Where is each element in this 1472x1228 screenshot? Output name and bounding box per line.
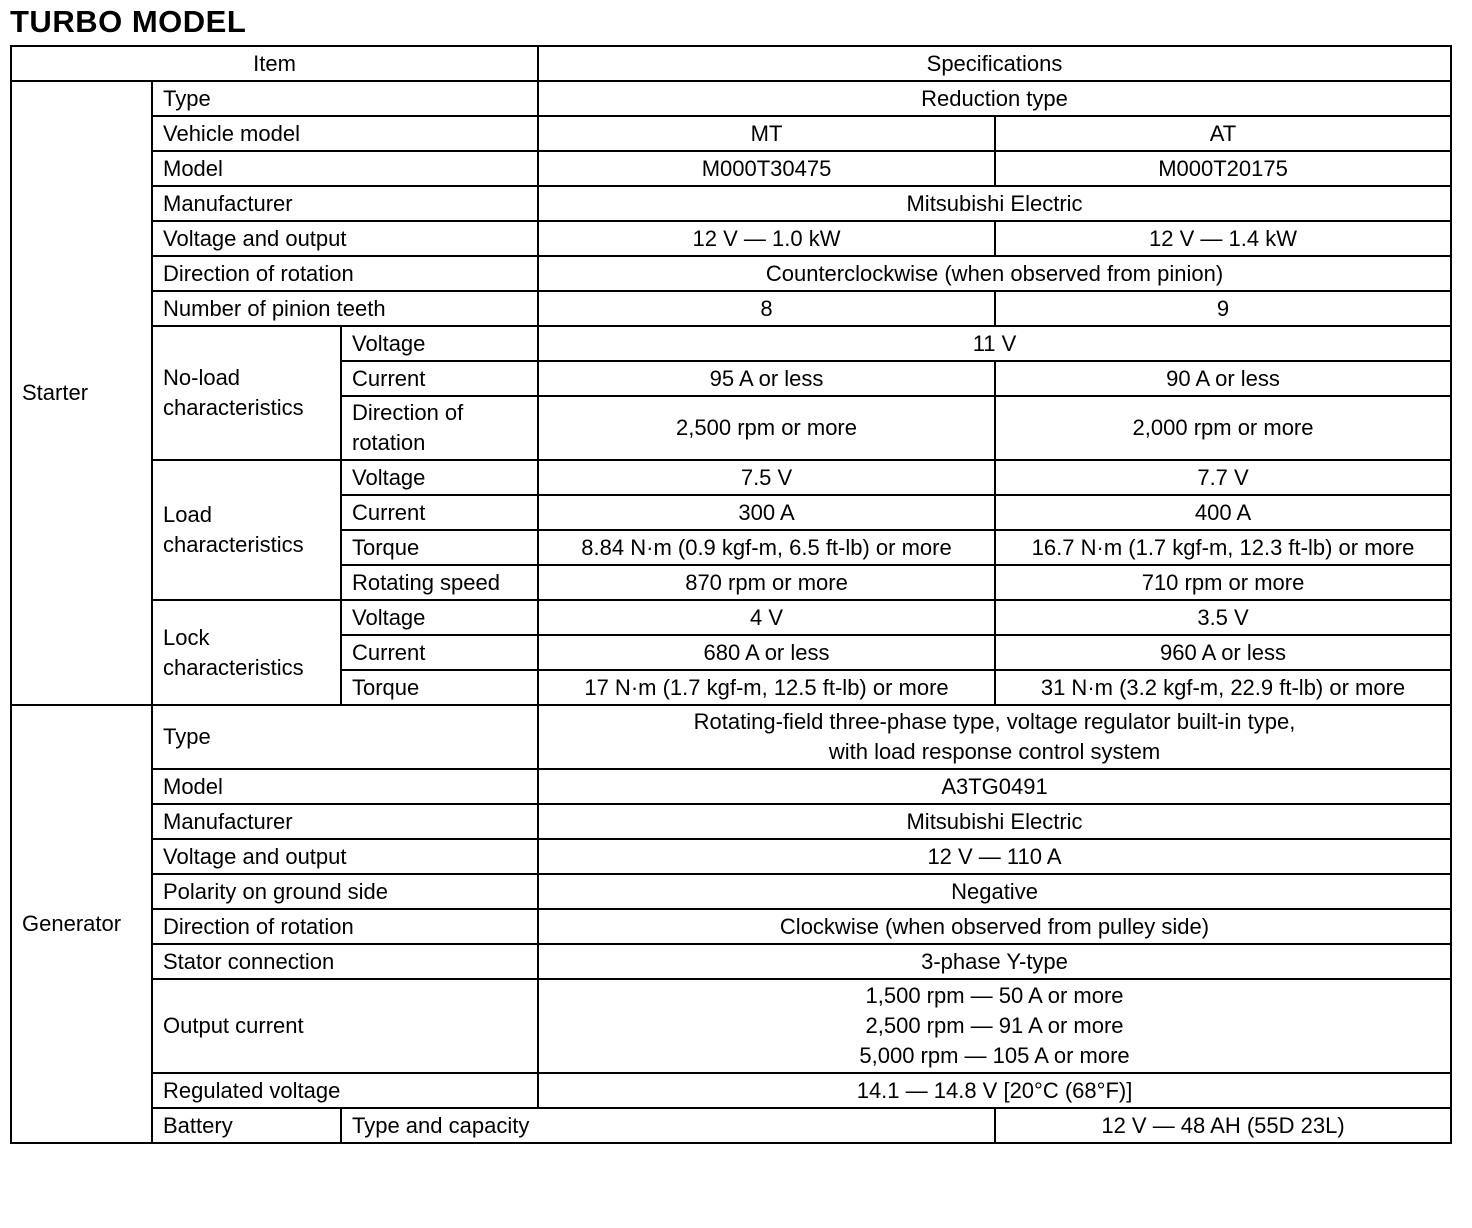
cell-value xyxy=(538,705,1451,769)
row-label: Regulated voltage xyxy=(152,1073,538,1108)
cell-at: AT xyxy=(995,116,1451,151)
cell-value: 3-phase Y-type xyxy=(538,944,1451,979)
sub-label: Voltage xyxy=(341,600,538,635)
table-row xyxy=(11,874,1451,909)
spec-table xyxy=(10,45,1452,1144)
cell-value xyxy=(538,979,1451,1073)
page-title: TURBO MODEL xyxy=(10,4,247,39)
type-line-1: Rotating-field three-phase type, voltage regulator built-in type, xyxy=(693,709,1296,734)
cell-at: 2,000 rpm or more xyxy=(995,396,1451,460)
sub-label: Rotating speed xyxy=(341,565,538,600)
table-row xyxy=(11,81,1451,116)
cell-mt: 95 A or less xyxy=(538,361,995,396)
table-row xyxy=(11,460,1451,495)
cell-mt: 2,500 rpm or more xyxy=(538,396,995,460)
group-no-load: No-load characteristics xyxy=(152,326,341,460)
row-label: Vehicle model xyxy=(152,116,538,151)
row-label: Model xyxy=(152,769,538,804)
table-row xyxy=(11,1073,1451,1108)
cell-mt: 8 xyxy=(538,291,995,326)
row-label: Polarity on ground side xyxy=(152,874,538,909)
cell-mt: 12 V — 48 AH (55D 23L) xyxy=(995,1108,1451,1143)
cell-at: M000T20175 xyxy=(995,151,1451,186)
cell-value: 11 V xyxy=(538,326,1451,361)
section-starter: Starter xyxy=(11,81,152,705)
table-row xyxy=(11,979,1451,1073)
cell-at: 12 V — 1.4 kW xyxy=(995,221,1451,256)
cell-mt: 17 N·m (1.7 kgf-m, 12.5 ft-lb) or more xyxy=(538,670,995,705)
row-label: Direction of rotation xyxy=(152,909,538,944)
cell-mt: 870 rpm or more xyxy=(538,565,995,600)
cell-mt: 7.5 V xyxy=(538,460,995,495)
sub-label: Current xyxy=(341,495,538,530)
sub-label: Direction of rotation xyxy=(341,396,538,460)
group-load: Load characteristics xyxy=(152,460,341,600)
cell-mt: 680 A or less xyxy=(538,635,995,670)
table-row xyxy=(11,291,1451,326)
table-row xyxy=(11,186,1451,221)
table-row xyxy=(11,221,1451,256)
cell-at: 9 xyxy=(995,291,1451,326)
sub-label: Voltage xyxy=(341,326,538,361)
table-row xyxy=(11,705,1451,769)
row-label: Direction of rotation xyxy=(152,256,538,291)
sub-label: Current xyxy=(341,361,538,396)
table-row xyxy=(11,804,1451,839)
row-label: Model xyxy=(152,151,538,186)
cell-value: 14.1 — 14.8 V [20°C (68°F)] xyxy=(538,1073,1451,1108)
table-row xyxy=(11,326,1451,361)
sub-label: Torque xyxy=(341,530,538,565)
table-row xyxy=(11,256,1451,291)
output-line-1: 1,500 rpm — 50 A or more xyxy=(865,983,1124,1008)
cell-at: 710 rpm or more xyxy=(995,565,1451,600)
header-item: Item xyxy=(11,46,538,81)
table-row xyxy=(11,944,1451,979)
row-label: Voltage and output xyxy=(152,221,538,256)
table-row xyxy=(11,769,1451,804)
table-row xyxy=(11,909,1451,944)
cell-mt: 4 V xyxy=(538,600,995,635)
cell-value: Mitsubishi Electric xyxy=(538,804,1451,839)
cell-mt: MT xyxy=(538,116,995,151)
cell-mt: 12 V — 1.0 kW xyxy=(538,221,995,256)
section-battery: Battery xyxy=(152,1108,341,1143)
row-label: Stator connection xyxy=(152,944,538,979)
sub-label: Current xyxy=(341,635,538,670)
cell-at: 3.5 V xyxy=(995,600,1451,635)
row-label: Type and capacity xyxy=(341,1108,995,1143)
row-label: Manufacturer xyxy=(152,804,538,839)
type-line-2: with load response control system xyxy=(828,739,1161,764)
sub-label: Voltage xyxy=(341,460,538,495)
cell-at: 31 N·m (3.2 kgf-m, 22.9 ft-lb) or more xyxy=(995,670,1451,705)
group-lock: Lock characteristics xyxy=(152,600,341,705)
cell-at: 7.7 V xyxy=(995,460,1451,495)
cell-at: 16.7 N·m (1.7 kgf-m, 12.3 ft-lb) or more xyxy=(995,530,1451,565)
cell-mt: 300 A xyxy=(538,495,995,530)
cell-value: Negative xyxy=(538,874,1451,909)
table-row xyxy=(11,116,1451,151)
header-specifications: Specifications xyxy=(538,46,1451,81)
table-row xyxy=(11,1108,1451,1143)
cell-mt: 8.84 N·m (0.9 kgf-m, 6.5 ft-lb) or more xyxy=(538,530,995,565)
section-generator: Generator xyxy=(11,705,152,1143)
row-label: Number of pinion teeth xyxy=(152,291,538,326)
table-header-row xyxy=(11,46,1451,81)
table-row xyxy=(11,839,1451,874)
cell-value: Counterclockwise (when observed from pinion) xyxy=(538,256,1451,291)
sub-label: Torque xyxy=(341,670,538,705)
cell-value: A3TG0491 xyxy=(538,769,1451,804)
output-line-3: 5,000 rpm — 105 A or more xyxy=(859,1043,1130,1068)
cell-at: 400 A xyxy=(995,495,1451,530)
cell-value: Reduction type xyxy=(538,81,1451,116)
cell-at: 960 A or less xyxy=(995,635,1451,670)
cell-at: 90 A or less xyxy=(995,361,1451,396)
output-line-2: 2,500 rpm — 91 A or more xyxy=(865,1013,1124,1038)
row-label: Manufacturer xyxy=(152,186,538,221)
table-row xyxy=(11,600,1451,635)
row-label: Type xyxy=(152,705,538,769)
table-row xyxy=(11,151,1451,186)
row-label: Voltage and output xyxy=(152,839,538,874)
cell-value: Clockwise (when observed from pulley side) xyxy=(538,909,1451,944)
cell-mt: M000T30475 xyxy=(538,151,995,186)
row-label: Type xyxy=(152,81,538,116)
row-label: Output current xyxy=(152,979,538,1073)
cell-value: Mitsubishi Electric xyxy=(538,186,1451,221)
cell-value: 12 V — 110 A xyxy=(538,839,1451,874)
